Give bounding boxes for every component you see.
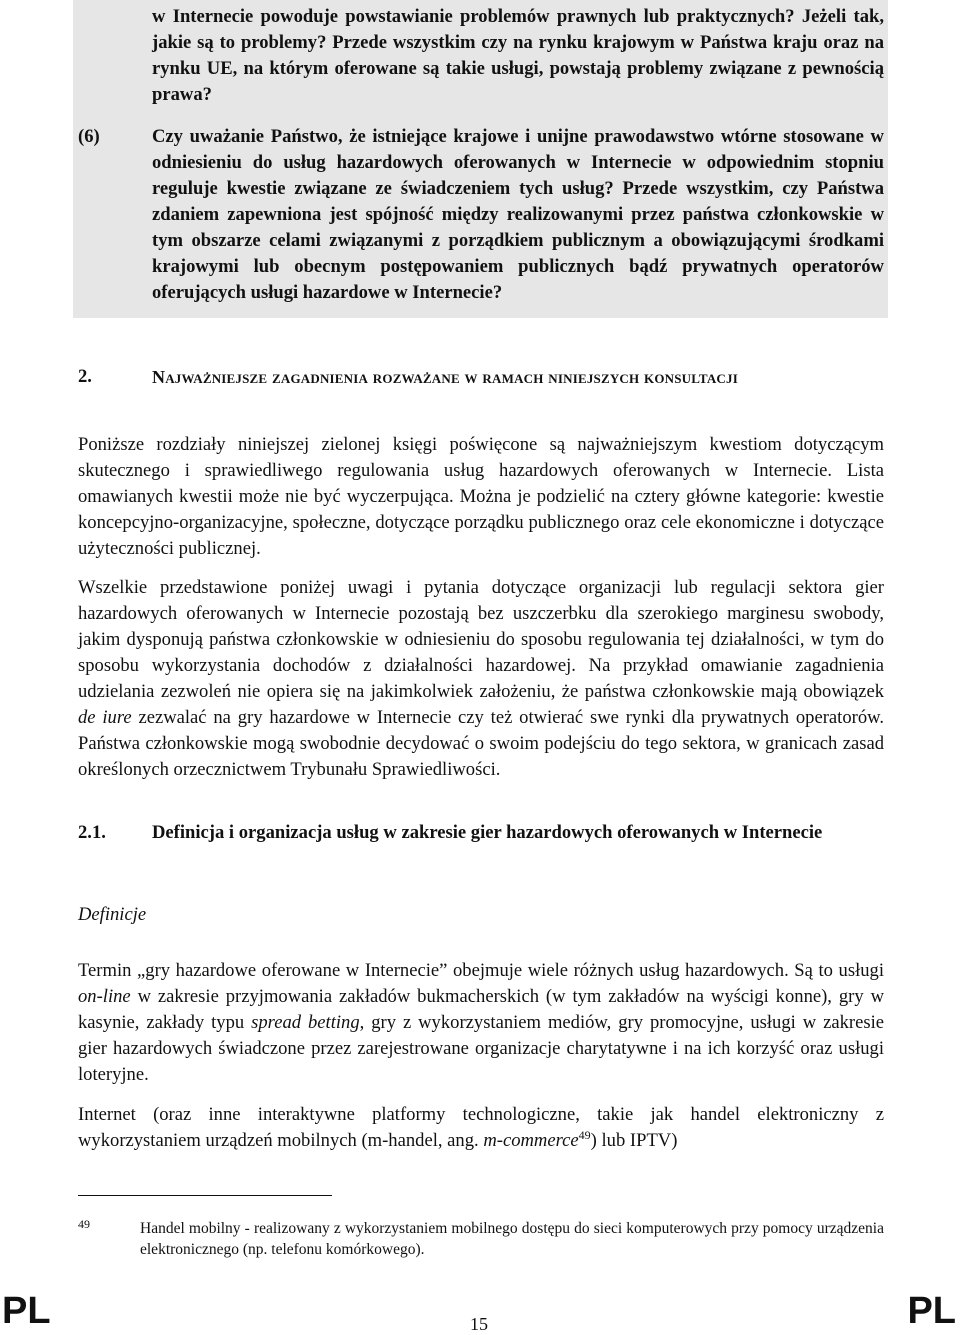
footnote-divider [78, 1195, 332, 1196]
paragraph-internet-part2: ) lub IPTV) [590, 1130, 678, 1151]
paragraph-internet [78, 1102, 884, 1154]
paragraph-definition-part2: w zakresie przyjmowania zakładów bukmacherskich (w tym zakładów na wyścigi konne), gry w kasynie, zakłady typu [78, 986, 884, 1033]
paragraph-discretion [78, 575, 884, 783]
language-code-left: PL [2, 1290, 51, 1332]
term-de-iure: de iure [78, 707, 132, 728]
paragraph-definition-part3: , gry z wykorzystaniem mediów, gry promocyjne, usługi w zakresie gier hazardowych świadczone przez zarejestrowane organizacje charytatywne i na ich korzyść oraz usługi loteryjne. [78, 1012, 885, 1085]
section-2-number: 2. [78, 366, 92, 387]
question-6-number: (6) [78, 126, 100, 147]
footnote-text: Handel mobilny - realizowany z wykorzystaniem mobilnego dostępu do sieci komputerowych przy pomocy urządzenia elektronicznego (np. telefonu komórkowego). [140, 1220, 884, 1258]
paragraph-intro: Poniższe rozdziały niniejszej zielonej księgi poświęcone są najważniejszym kwestiom dotyczącym skutecznego i sprawiedliwego regulowania usług hazardowych oferowanych w Internecie. Lista omawianych kwestii może nie być wyczerpująca. Można je podzielić na cztery główne kategorie: kwestie koncepcyjno-organizacyjne, społeczne, dotyczące porządku publicznego oraz cele ekonomiczne i dotyczące użyteczności publicznej. [78, 434, 884, 559]
paragraph-internet-part1: Internet (oraz inne interaktywne platformy technologiczne, takie jak handel elektroniczny z wykorzystaniem urządzeń mobilnych (m-handel, ang. [78, 1104, 884, 1151]
question-continuation: w Internecie powoduje powstawianie problemów prawnych lub praktycznych? Jeżeli tak, jakie są to problemy? Przede wszystkim czy na rynku krajowym w Państwa kraju oraz na rynku UE, na którym oferowane są takie usługi, powstają problemy związane z pewnością prawa? [152, 6, 884, 105]
paragraph-discretion-part1: Wszelkie przedstawione poniżej uwagi i pytania dotyczące organizacji lub regulacji sektora gier hazardowych oferowanych w Internecie pozostają bez uszczerbku dla szerokiego marginesu swobody, jakim dysponują państwa członkowskie w odniesieniu do sposobu regulowania tej działalności, w tym do sposobu wykorzystania dochodów z działalności hazardowej. Na przykład omawianie zagadnienia udzielania zezwoleń nie opiera się na jakimkolwiek założeniu, że państwa członkowskie mają obowiązek [78, 577, 884, 702]
definitions-heading: Definicje [78, 904, 147, 925]
page-number: 15 [470, 1314, 488, 1334]
term-spread-betting: spread betting [251, 1012, 360, 1033]
subsection-2-1-title: Definicja i organizacja usług w zakresie gier hazardowych oferowanych w Internecie [152, 822, 823, 843]
subsection-2-1-number: 2.1. [78, 822, 106, 843]
question-6-text: Czy uważanie Państwo, że istniejące krajowe i unijne prawodawstwo wtórne stosowane w odniesieniu do usług hazardowych oferowanych w Internecie w odpowiednim stopniu reguluje kwestie związane ze świadczeniem tych usług? Przede wszystkim, czy Państwa zdaniem zapewniona jest spójność między realizowanymi przez państwa członkowskie w tym obszarze celami związanymi z porządkiem publicznym a obowiązującymi środkami krajowymi lub obecnym postępowaniem publicznych bądź prywatnych operatorów oferujących usługi hazardowe w Internecie? [152, 126, 884, 303]
footnote-ref-49[interactable]: 49 [578, 1128, 591, 1142]
paragraph-definition-part1: Termin „gry hazardowe oferowane w Internecie” obejmuje wiele różnych usług hazardowych. Są to usługi [78, 960, 884, 981]
term-on-line: on-line [78, 986, 131, 1007]
paragraph-definition [78, 958, 884, 1088]
language-code-right: PL [907, 1290, 956, 1332]
footnote-number: 49 [78, 1217, 90, 1231]
term-m-commerce: m-commerce [483, 1130, 579, 1151]
paragraph-discretion-part2: zezwalać na gry hazardowe w Internecie czy też otwierać swe rynki dla prywatnych operatorów. Państwa członkowskie mogą swobodnie decydować o swoim podejściu do tego sektora, w granicach zasad określonych orzecznictwem Trybunału Sprawiedliwości. [78, 707, 885, 780]
section-2-title: Najważniejsze zagadnienia rozważane w ramach niniejszych konsultacji [152, 367, 738, 387]
